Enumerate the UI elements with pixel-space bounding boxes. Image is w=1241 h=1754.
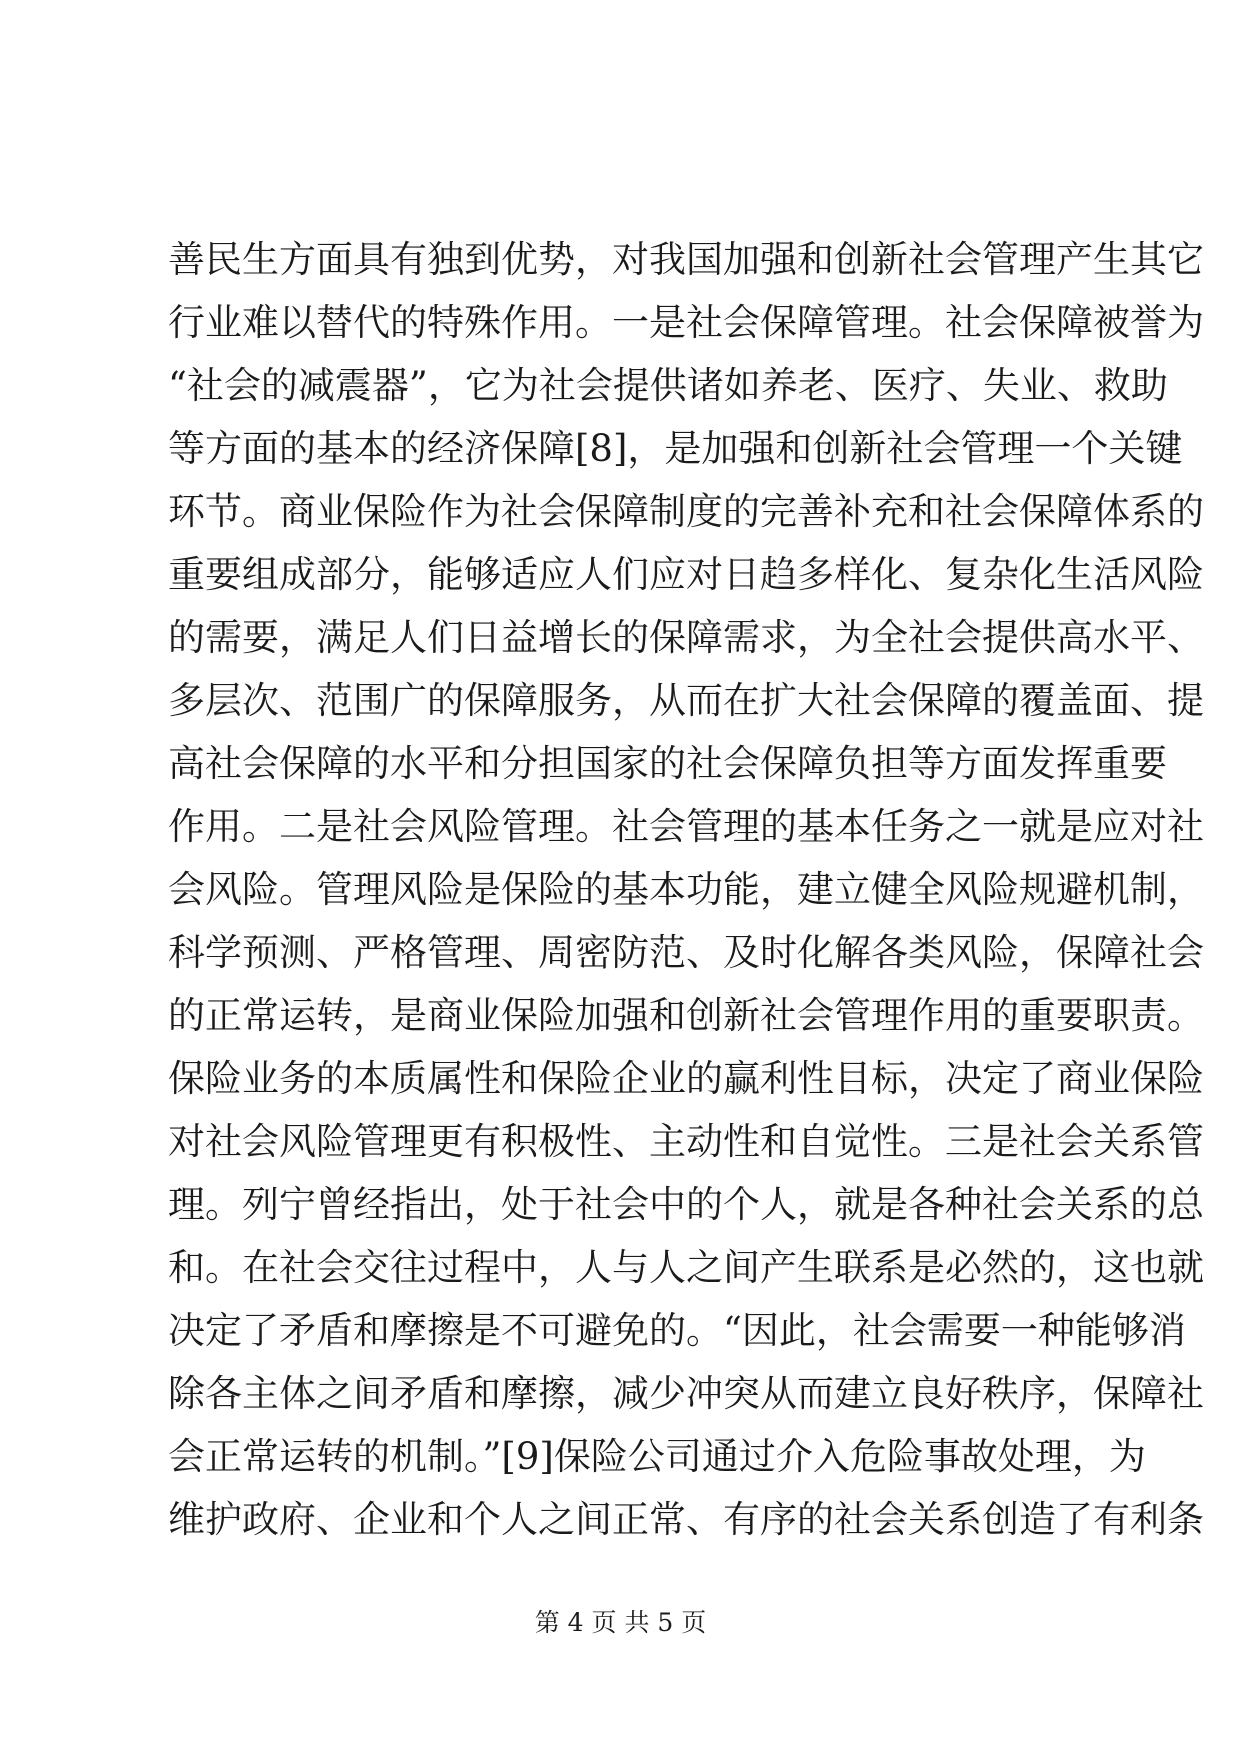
page-number-footer: 第 4 页 共 5 页: [534, 1608, 707, 1637]
text-line: 善民生方面具有独到优势，对我国加强和创新社会管理产生其它: [168, 238, 1204, 281]
text-line: 的需要，满足人们日益增长的保障需求，为全社会提供高水平、: [168, 616, 1204, 659]
text-line: 理。列宁曾经指出，处于社会中的个人，就是各种社会关系的总: [168, 1183, 1204, 1226]
text-line: 保险业务的本质属性和保险企业的赢利性目标，决定了商业保险: [168, 1057, 1204, 1100]
text-line: 行业难以替代的特殊作用。一是社会保障管理。社会保障被誉为: [168, 301, 1204, 344]
body-text: [168, 228, 1204, 1551]
text-line: 的正常运转，是商业保险加强和创新社会管理作用的重要职责。: [168, 994, 1204, 1037]
text-line: 作用。二是社会风险管理。社会管理的基本任务之一就是应对社: [168, 805, 1204, 848]
text-line: 环节。商业保险作为社会保障制度的完善补充和社会保障体系的: [168, 490, 1204, 533]
text-line: 等方面的基本的经济保障[8]，是加强和创新社会管理一个关键: [168, 427, 1183, 470]
text-line: 和。在社会交往过程中，人与人之间产生联系是必然的，这也就: [168, 1246, 1204, 1289]
text-line: 决定了矛盾和摩擦是不可避免的。“因此，社会需要一种能够消: [168, 1309, 1186, 1352]
text-line: 科学预测、严格管理、周密防范、及时化解各类风险，保障社会: [168, 931, 1204, 974]
text-line: “社会的减震器”，它为社会提供诸如养老、医疗、失业、救助: [168, 364, 1168, 407]
text-line: 对社会风险管理更有积极性、主动性和自觉性。三是社会关系管: [168, 1120, 1204, 1163]
text-line: 多层次、范围广的保障服务，从而在扩大社会保障的覆盖面、提: [168, 679, 1204, 722]
text-line: 维护政府、企业和个人之间正常、有序的社会关系创造了有利条: [168, 1498, 1204, 1541]
text-line: 会风险。管理风险是保险的基本功能，建立健全风险规避机制，: [168, 868, 1204, 911]
text-line: 会正常运转的机制。”[9]保险公司通过介入危险事故处理，为: [168, 1435, 1146, 1478]
text-line: 高社会保障的水平和分担国家的社会保障负担等方面发挥重要: [168, 742, 1167, 785]
text-line: 重要组成部分，能够适应人们应对日趋多样化、复杂化生活风险: [168, 553, 1204, 596]
text-line: 除各主体之间矛盾和摩擦，减少冲突从而建立良好秩序，保障社: [168, 1372, 1204, 1415]
